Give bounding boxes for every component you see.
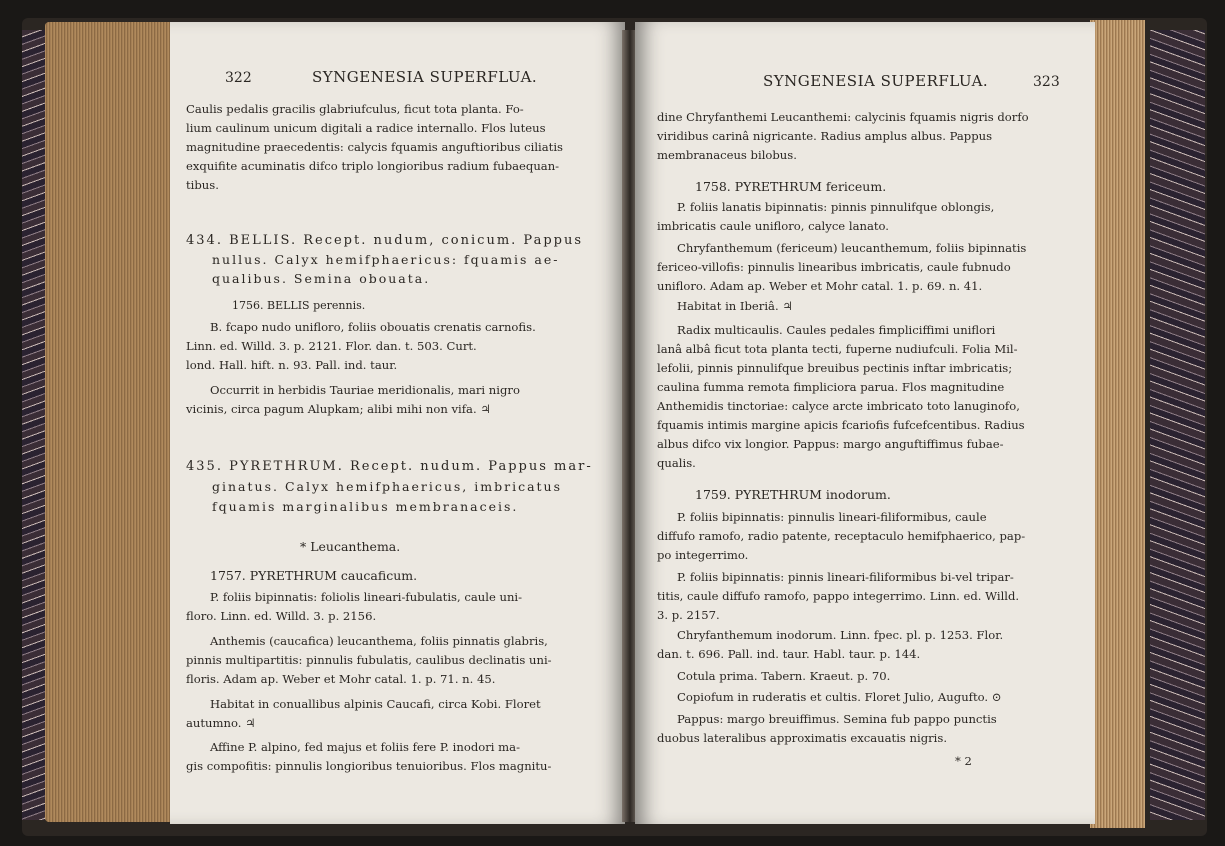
left-page <box>170 22 625 824</box>
text-line: Cotula prima. Tabern. Kraeut. p. 70. <box>677 669 891 683</box>
text-line: albus difco vix longior. Pappus: margo anguftiffimus fubae- <box>657 437 1004 451</box>
text-line: P. foliis bipinnatis: pinnulis lineari-filiformibus, caule <box>677 510 987 524</box>
text-line: Habitat in Iberiâ. ♃ <box>677 299 793 313</box>
text-line: exquifite acuminatis difco triplo longioribus radium fubaequan- <box>186 159 560 173</box>
text-line: pinnis multipartitis: pinnulis fubulatis, caulibus declinatis uni- <box>186 653 552 667</box>
text-line: floris. Adam ap. Weber et Mohr catal. 1. p. 71. n. 45. <box>186 672 496 686</box>
text-line: 1757. PYRETHRUM caucaficum. <box>210 568 418 583</box>
text-line: B. fcapo nudo unifloro, foliis obouatis crenatis carnofis. <box>210 320 536 334</box>
text-line: Chryfanthemum inodorum. Linn. fpec. pl. p. 1253. Flor. <box>677 628 1004 642</box>
text-line: P. foliis lanatis bipinnatis: pinnis pinnulifque oblongis, <box>677 200 995 214</box>
right-page <box>635 22 1095 824</box>
text-line: 1758. PYRETHRUM fericeum. <box>695 179 887 194</box>
text-line: magnitudine praecedentis: calycis fquamis anguftioribus ciliatis <box>186 140 563 154</box>
text-line: Chryfanthemum (fericeum) leucanthemum, foliis bipinnatis <box>677 241 1027 255</box>
text-line: P. foliis bipinnatis: foliolis lineari-fubulatis, caule uni- <box>210 590 523 604</box>
text-line: Caulis pedalis gracilis glabriufculus, ficut tota planta. Fo- <box>186 102 524 116</box>
running-head: SYNGENESIA SUPERFLUA. <box>763 72 989 90</box>
text-line: Anthemis (caucafica) leucanthema, foliis pinnatis glabris, <box>210 634 548 648</box>
text-line: 3. p. 2157. <box>657 608 720 622</box>
text-line: lefolii, pinnis pinnulifque breuibus pectinis inftar imbricatis; <box>657 361 1013 375</box>
text-line: Habitat in conuallibus alpinis Caucafi, circa Kobi. Floret <box>210 697 541 711</box>
text-line: qualibus. Semina obouata. <box>212 271 431 286</box>
text-line: fquamis marginalibus membranaceis. <box>212 499 519 514</box>
text-line: dine Chryfanthemi Leucanthemi: calycinis fquamis nigris dorfo <box>657 110 1029 124</box>
text-line: dan. t. 696. Pall. ind. taur. Habl. taur. p. 144. <box>657 647 921 661</box>
text-line: Affine P. alpino, fed majus et foliis fere P. inodori ma- <box>210 740 520 754</box>
text-line: Occurrit in herbidis Tauriae meridionalis, mari nigro <box>210 383 520 397</box>
text-line: Pappus: margo breuiffimus. Semina fub pappo punctis <box>677 712 997 726</box>
page-edges-left <box>45 22 175 822</box>
text-line: 435. PYRETHRUM. Recept. nudum. Pappus mar- <box>186 459 593 474</box>
text-line: duobus lateralibus approximatis excauatis nigris. <box>657 731 948 745</box>
text-line: lanâ albâ ficut tota planta tecti, fuperne nudiufculi. Folia Mil- <box>657 342 1018 356</box>
text-line: autumno. ♃ <box>186 716 256 730</box>
page-edges-right <box>1090 20 1145 828</box>
text-line: ginatus. Calyx hemifphaericus, imbricatus <box>212 479 563 494</box>
text-line: tibus. <box>186 178 219 192</box>
text-line: lond. Hall. hift. n. 93. Pall. ind. taur. <box>186 358 398 372</box>
text-line: viridibus carinâ nigricante. Radius amplus albus. Pappus <box>657 129 993 143</box>
text-line: po integerrimo. <box>657 548 749 562</box>
text-line: 434. BELLIS. Recept. nudum, conicum. Pappus <box>186 233 584 248</box>
text-line: lium caulinum unicum digitali a radice internallo. Flos luteus <box>186 121 546 135</box>
text-line: gis compofitis: pinnulis longioribus tenuioribus. Flos magnitu- <box>186 759 552 773</box>
text-line: 1759. PYRETHRUM inodorum. <box>695 487 891 502</box>
text-line: unifloro. Adam ap. Weber et Mohr catal. 1. p. 69. n. 41. <box>657 279 983 293</box>
text-line: qualis. <box>657 456 696 470</box>
page-number: 323 <box>1033 74 1060 90</box>
text-line: fquamis intimis margine apicis fcariofis fufcefcentibus. Radius <box>657 418 1025 432</box>
text-line: imbricatis caule unifloro, calyce lanato. <box>657 219 889 233</box>
page-number: 322 <box>225 70 252 86</box>
text-line: Anthemidis tinctoriae: calyce arcte imbricato toto lanuginofo, <box>657 399 1020 413</box>
text-line: diffufo ramofo, radio patente, receptaculo hemifphaerico, pap- <box>657 529 1026 543</box>
text-line: * Leucanthema. <box>300 539 401 554</box>
text-line: titis, caule diffufo ramofo, pappo integerrimo. Linn. ed. Willd. <box>657 589 1020 603</box>
text-line: floro. Linn. ed. Willd. 3. p. 2156. <box>186 609 377 623</box>
text-line: Copiofum in ruderatis et cultis. Floret Julio, Augufto. ⊙ <box>677 690 1002 704</box>
text-line: vicinis, circa pagum Alupkam; alibi mihi non vifa. ♃ <box>186 402 491 416</box>
text-line: Radix multicaulis. Caules pedales fimpliciffimi uniflori <box>677 323 996 337</box>
running-head: SYNGENESIA SUPERFLUA. <box>312 68 538 86</box>
marbled-board-right <box>1150 30 1205 820</box>
text-line: P. foliis bipinnatis: pinnis lineari-filiformibus bi-vel tripar- <box>677 570 1014 584</box>
text-line: Linn. ed. Willd. 3. p. 2121. Flor. dan. t. 503. Curt. <box>186 339 477 353</box>
text-line: nullus. Calyx hemifphaericus: fquamis ae- <box>212 252 560 267</box>
text-line: membranaceus bilobus. <box>657 148 797 162</box>
text-line: fericeo-villofis: pinnulis linearibus imbricatis, caule fubnudo <box>657 260 1011 274</box>
text-line: caulina fumma remota fimpliciora parua. Flos magnitudine <box>657 380 1005 394</box>
text-line: * 2 <box>955 754 972 768</box>
text-line: 1756. BELLIS perennis. <box>232 299 366 312</box>
